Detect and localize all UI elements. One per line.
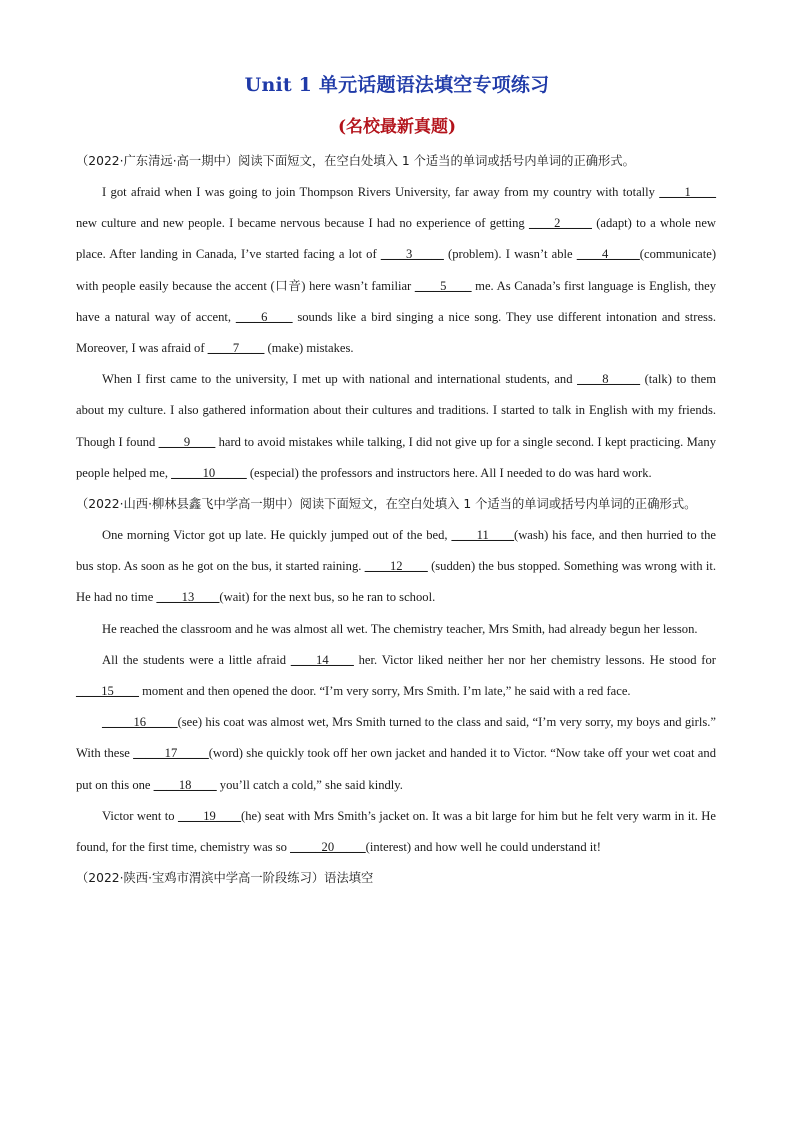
text-run: Victor went to (102, 808, 179, 823)
blank-2: ____2_____ (528, 216, 592, 231)
text-run: I got afraid when I was going to join Thompson Rivers University, far away from my country with totally (102, 185, 660, 199)
text-run: sounds like a bird singing a nice song. They use different intonation and stress. Moreover, I was afraid of (76, 309, 716, 356)
blank-5: ____5____ (414, 278, 472, 293)
text-run: (adapt) to a whole new place. After landing in Canada, I’ve started facing a lot of (76, 216, 717, 262)
text-run: you’ll catch a cold,” she said kindly. (216, 777, 403, 792)
text-run: me. As Canada’s first language is English, they have a natural way of accent, (76, 278, 717, 324)
passage-1-paragraph-2 (76, 364, 716, 489)
blank-18: ____18____ (153, 777, 217, 792)
blank-9: ____9____ (158, 434, 216, 449)
text-run: hard to avoid mistakes while talking, I did not give up for a single second. I kept practicing. Many people helped me, (76, 434, 716, 480)
text-run: (problem). I wasn’t able (443, 247, 577, 262)
text-run: (wash) his face, and then hurried to the bus stop. As soon as he got on the bus, it started raining. (76, 528, 716, 574)
text-run: (especial) the professors and instructors here. All I needed to do was hard work. (246, 465, 652, 480)
text-run: (he) seat with Mrs Smith’s jacket on. It was a bit large for him but he felt very warm in it. He found, for the first time, chemistry was so (76, 808, 716, 855)
blank-14: ____14____ (290, 652, 354, 667)
text-run: (sudden) the bus stopped. Something was wrong with it. He had no time (76, 559, 717, 605)
passage-2-paragraph-5 (76, 801, 716, 863)
text-run: (communicate) with people easily because the accent (口音) here wasn’t familiar (76, 247, 717, 293)
passage-1-source: （2022·广东清远·高一期中）阅读下面短文，在空白处填入 1 个适当的单词或括号内单词的正确形式。 (76, 154, 635, 168)
text-run: (talk) to them about my culture. I also gathered information about their cultures and traditions. I started to talk in English with my friends. Though I found (76, 372, 716, 449)
blank-16: _____16_____ (102, 715, 178, 730)
passage-2-paragraph-2: He reached the classroom and he was almost all wet. The chemistry teacher, Mrs Smith, had already begun her lesson. (102, 621, 698, 636)
blank-19: ____19____ (178, 808, 241, 823)
blank-20: _____20_____ (290, 840, 366, 855)
text-run: (see) his coat was almost wet, Mrs Smith turned to the class and said, “I’m very sorry, my boys and girls.” With these (76, 715, 716, 761)
text-run: her. Victor liked neither her nor her chemistry lessons. He stood for (353, 652, 716, 667)
document-title: Unit 1 单元话题语法填空专项练习 (244, 74, 550, 96)
text-run: (wait) for the next bus, so he ran to school. (219, 590, 436, 605)
text-run: (make) mistakes. (264, 341, 354, 356)
text-run: When I first came to the university, I met up with national and international students, and (102, 372, 578, 387)
blank-17: _____17_____ (133, 746, 209, 761)
passage-2-paragraph-3 (76, 645, 716, 707)
passage-2-paragraph-1 (76, 520, 716, 614)
text-run: (word) she quickly took off her own jacket and handed it to Victor. “Now take off your wet coat and put on this one (76, 746, 716, 792)
blank-6: ____6____ (235, 309, 293, 324)
text-run: moment and then opened the door. “I’m very sorry, Mrs Smith. I’m late,” he said with a red face. (138, 684, 631, 699)
blank-1: ____1____ (659, 185, 716, 199)
blank-13: ____13____ (156, 590, 220, 605)
blank-15: ____15____ (76, 684, 139, 699)
passage-3-source: （2022·陕西·宝鸡市渭滨中学高一阶段练习）语法填空 (76, 871, 374, 886)
blank-3: ____3_____ (380, 247, 444, 262)
blank-12: ____12____ (364, 559, 428, 574)
document-body (76, 146, 716, 894)
blank-7: ____7____ (207, 341, 265, 356)
text-run: All the students were a little afraid (102, 652, 291, 667)
blank-10: _____10_____ (171, 465, 247, 480)
passage-2-paragraph-4 (76, 707, 716, 801)
text-run: One morning Victor got up late. He quickly jumped out of the bed, (102, 528, 452, 543)
text-run: new culture and new people. I became nervous because I had no experience of getting (76, 216, 529, 231)
blank-4: ____4_____ (576, 247, 640, 262)
passage-1-paragraph-1 (76, 177, 716, 364)
document-subtitle: (名校最新真题) (337, 117, 457, 137)
text-run: (interest) and how well he could understand it! (365, 840, 601, 855)
passage-2-source: （2022·山西·柳林县鑫飞中学高一期中）阅读下面短文，在空白处填入 1 个适当的单词或括号内单词的正确形式。 (76, 497, 697, 512)
blank-8: ____8_____ (577, 372, 641, 387)
blank-11: ____11____ (451, 528, 514, 543)
